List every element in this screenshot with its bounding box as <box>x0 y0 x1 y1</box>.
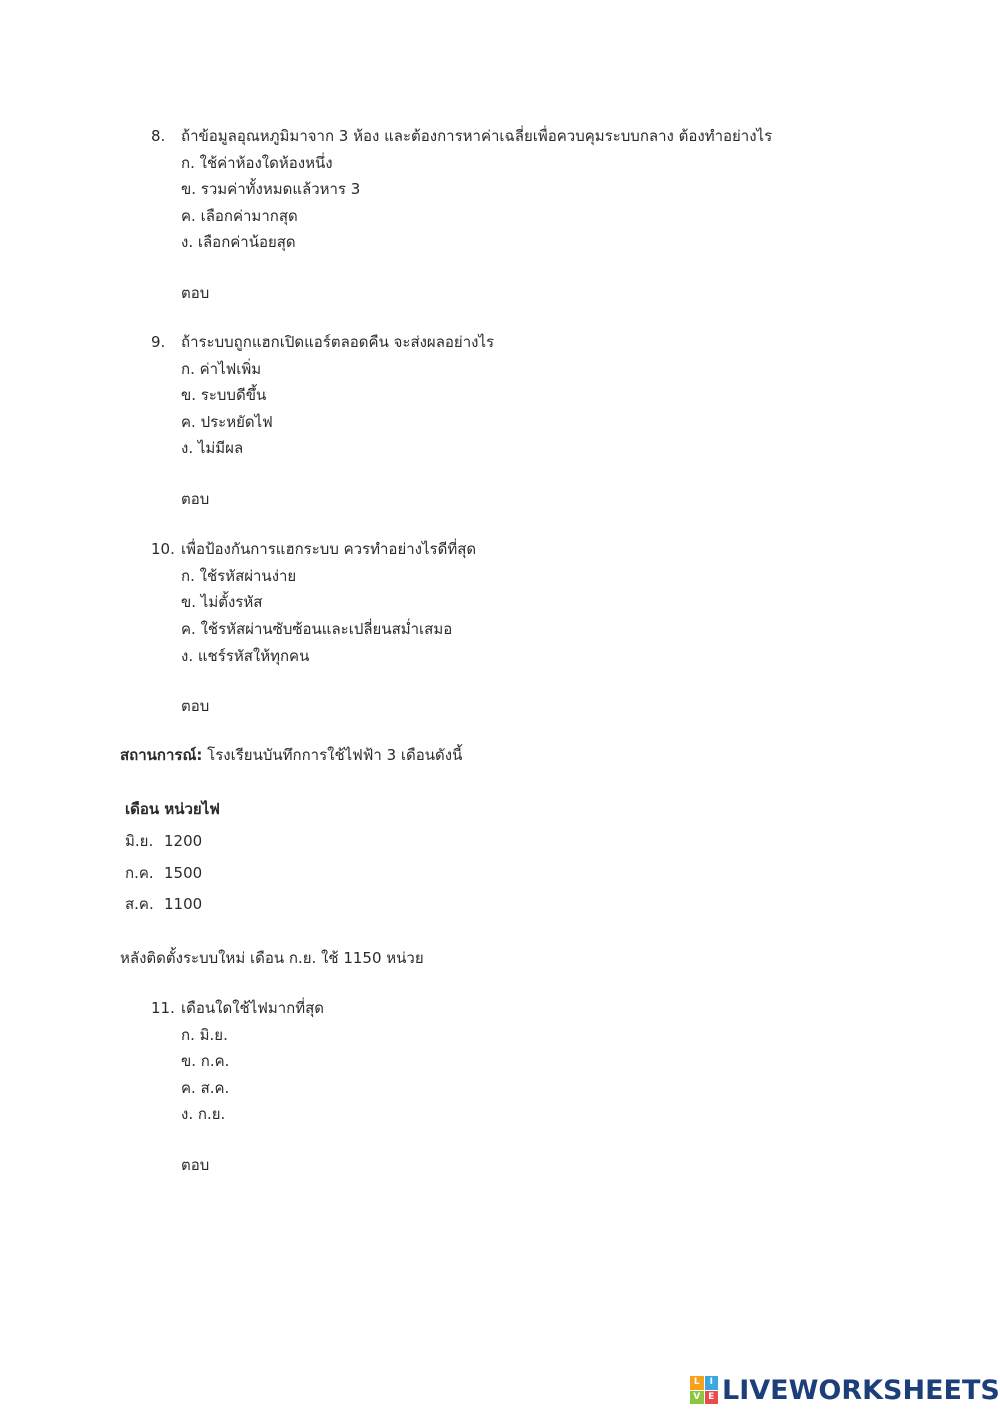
question-11-option-b: ข. ก.ค. <box>181 1052 230 1070</box>
question-9-option-b: ข. ระบบดีขึ้น <box>181 386 267 404</box>
usage-row-units: 1500 <box>164 864 203 882</box>
question-11-option-c: ค. ส.ค. <box>181 1079 230 1097</box>
question-10-option-b: ข. ไม่ตั้งรหัส <box>181 593 263 611</box>
logo-mark-letter: E <box>705 1391 719 1405</box>
usage-row-units: 1200 <box>164 832 203 850</box>
question-10-number: 10. <box>151 540 175 558</box>
question-8-answer-label: ตอบ <box>181 284 210 302</box>
usage-row-month: มิ.ย. <box>125 832 154 850</box>
question-8-option-a: ก. ใช้ค่าห้องใดห้องหนึ่ง <box>181 154 333 172</box>
scenario-label: สถานการณ์: <box>120 746 203 764</box>
question-10-option-d: ง. แชร์รหัสให้ทุกคน <box>181 647 310 665</box>
usage-table-header: เดือน หน่วยไฟ <box>125 800 220 818</box>
question-8-option-b: ข. รวมค่าทั้งหมดแล้วหาร 3 <box>181 180 361 198</box>
question-9-option-a: ก. ค่าไฟเพิ่ม <box>181 360 262 378</box>
question-8-text: ถ้าข้อมูลอุณหภูมิมาจาก 3 ห้อง และต้องการหาค่าเฉลี่ยเพื่อควบคุมระบบกลาง ต้องทำอย่างไร <box>181 127 773 145</box>
question-9-text: ถ้าระบบถูกแฮกเปิดแอร์ตลอดคืน จะส่งผลอย่างไร <box>181 333 495 351</box>
question-11-option-d: ง. ก.ย. <box>181 1105 226 1123</box>
question-11-answer-label: ตอบ <box>181 1156 210 1174</box>
question-9-option-c: ค. ประหยัดไฟ <box>181 413 273 431</box>
logo-mark-letter: I <box>705 1376 719 1390</box>
question-11-option-a: ก. มิ.ย. <box>181 1026 228 1044</box>
question-8-number: 8. <box>151 127 166 145</box>
question-10-text: เพื่อป้องกันการแฮกระบบ ควรทำอย่างไรดีที่สุด <box>181 540 477 558</box>
liveworksheets-logo-text: LIVEWORKSHEETS <box>722 1374 1000 1406</box>
scenario-line <box>120 745 462 765</box>
scenario-text: โรงเรียนบันทึกการใช้ไฟฟ้า 3 เดือนดังนี้ <box>202 746 463 764</box>
question-9-number: 9. <box>151 333 166 351</box>
usage-row-month: ส.ค. <box>125 895 154 913</box>
question-11-text: เดือนใดใช้ไฟมากที่สุด <box>181 999 325 1017</box>
question-11-number: 11. <box>151 999 175 1017</box>
logo-mark-letter: V <box>690 1391 704 1405</box>
usage-row-month: ก.ค. <box>125 864 154 882</box>
question-9-option-d: ง. ไม่มีผล <box>181 439 244 457</box>
question-10-answer-label: ตอบ <box>181 697 210 715</box>
question-10-option-c: ค. ใช้รหัสผ่านซับซ้อนและเปลี่ยนสม่ำเสมอ <box>181 620 453 638</box>
liveworksheets-logo <box>690 1374 1000 1406</box>
post-install-note: หลังติดตั้งระบบใหม่ เดือน ก.ย. ใช้ 1150 หน่วย <box>120 949 424 967</box>
question-8-option-c: ค. เลือกค่ามากสุด <box>181 207 298 225</box>
liveworksheets-logo-icon <box>690 1376 718 1404</box>
usage-row-units: 1100 <box>164 895 203 913</box>
question-10-option-a: ก. ใช้รหัสผ่านง่าย <box>181 567 297 585</box>
question-8-option-d: ง. เลือกค่าน้อยสุด <box>181 233 296 251</box>
logo-mark-letter: L <box>690 1376 704 1390</box>
question-9-answer-label: ตอบ <box>181 490 210 508</box>
